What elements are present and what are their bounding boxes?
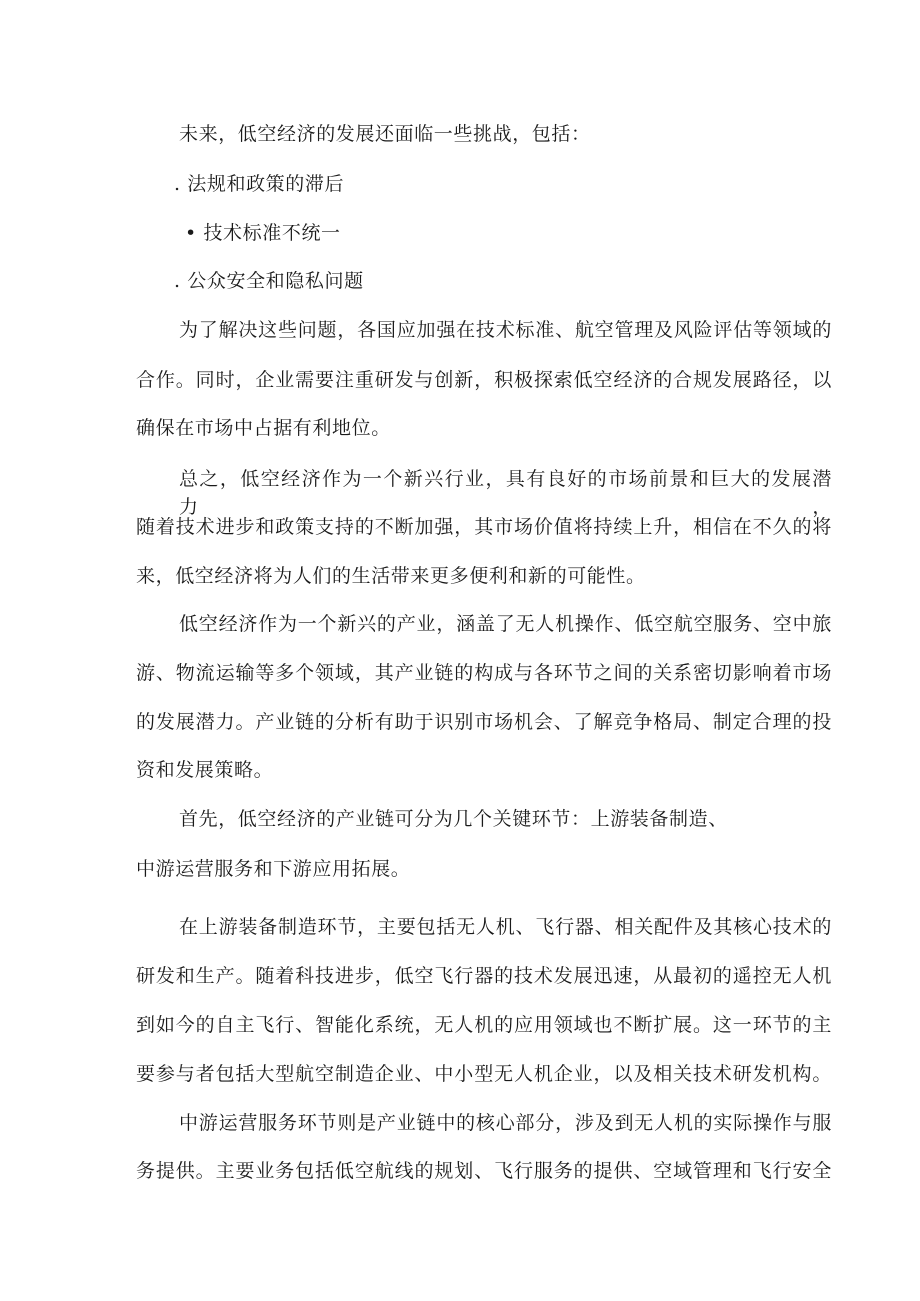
paragraph-line: 为了解决这些问题，各国应加强在技术标准、航空管理及风险评估等领域的	[179, 319, 832, 341]
paragraph-line: 中游运营服务和下游应用拓展。	[136, 858, 411, 880]
intro-line: 未来，低空经济的发展还面临一些挑战，包括：	[179, 123, 591, 145]
paragraph-line: 在上游装备制造环节，主要包括无人机、飞行器、相关配件及其核心技术的	[179, 916, 832, 938]
paragraph-line: 要参与者包括大型航空制造企业、中小型无人机企业，以及相关技术研发机构。	[136, 1063, 832, 1085]
paragraph-line: 随着技术进步和政策支持的不断加强，其市场价值将持续上升，相信在不久的将	[136, 516, 832, 538]
paragraph-line: 合作。同时，企业需要注重研发与创新，积极探索低空经济的合规发展路径，以	[136, 369, 832, 391]
paragraph-line: 务提供。主要业务包括低空航线的规划、飞行服务的提供、空域管理和飞行安全	[136, 1160, 832, 1182]
paragraph-line: 中游运营服务环节则是产业链中的核心部分，涉及到无人机的实际操作与服	[179, 1112, 832, 1134]
bullet-item: . 公众安全和隐私问题	[174, 270, 364, 292]
bullet-item: . 法规和政策的滞后	[174, 173, 345, 195]
paragraph-line: 首先，低空经济的产业链可分为几个关键环节：上游装备制造、	[179, 808, 728, 830]
paragraph-line: 的发展潜力。产业链的分析有助于识别市场机会、了解竞争格局、制定合理的投	[136, 711, 832, 733]
bullet-item: • 技术标准不统一	[185, 222, 341, 244]
paragraph-line: 资和发展策略。	[136, 759, 274, 781]
paragraph-line: 确保在市场中占据有利地位。	[136, 417, 391, 439]
paragraph-line: 游、物流运输等多个领域，其产业链的构成与各环节之间的关系密切影响着市场	[136, 662, 832, 684]
paragraph-line: 研发和生产。随着科技进步，低空飞行器的技术发展迅速，从最初的遥控无人机	[136, 965, 832, 987]
paragraph-line: 低空经济作为一个新兴的产业，涵盖了无人机操作、低空航空服务、空中旅	[179, 613, 832, 635]
paragraph-line: 来，低空经济将为人们的生活带来更多便利和新的可能性。	[136, 565, 646, 587]
paragraph-line: 到如今的自主飞行、智能化系统，无人机的应用领域也不断扩展。这一环节的主	[136, 1014, 832, 1036]
paragraph-line: 总之，低空经济作为一个新兴行业，具有良好的市场前景和巨大的发展潜力，	[179, 468, 832, 518]
